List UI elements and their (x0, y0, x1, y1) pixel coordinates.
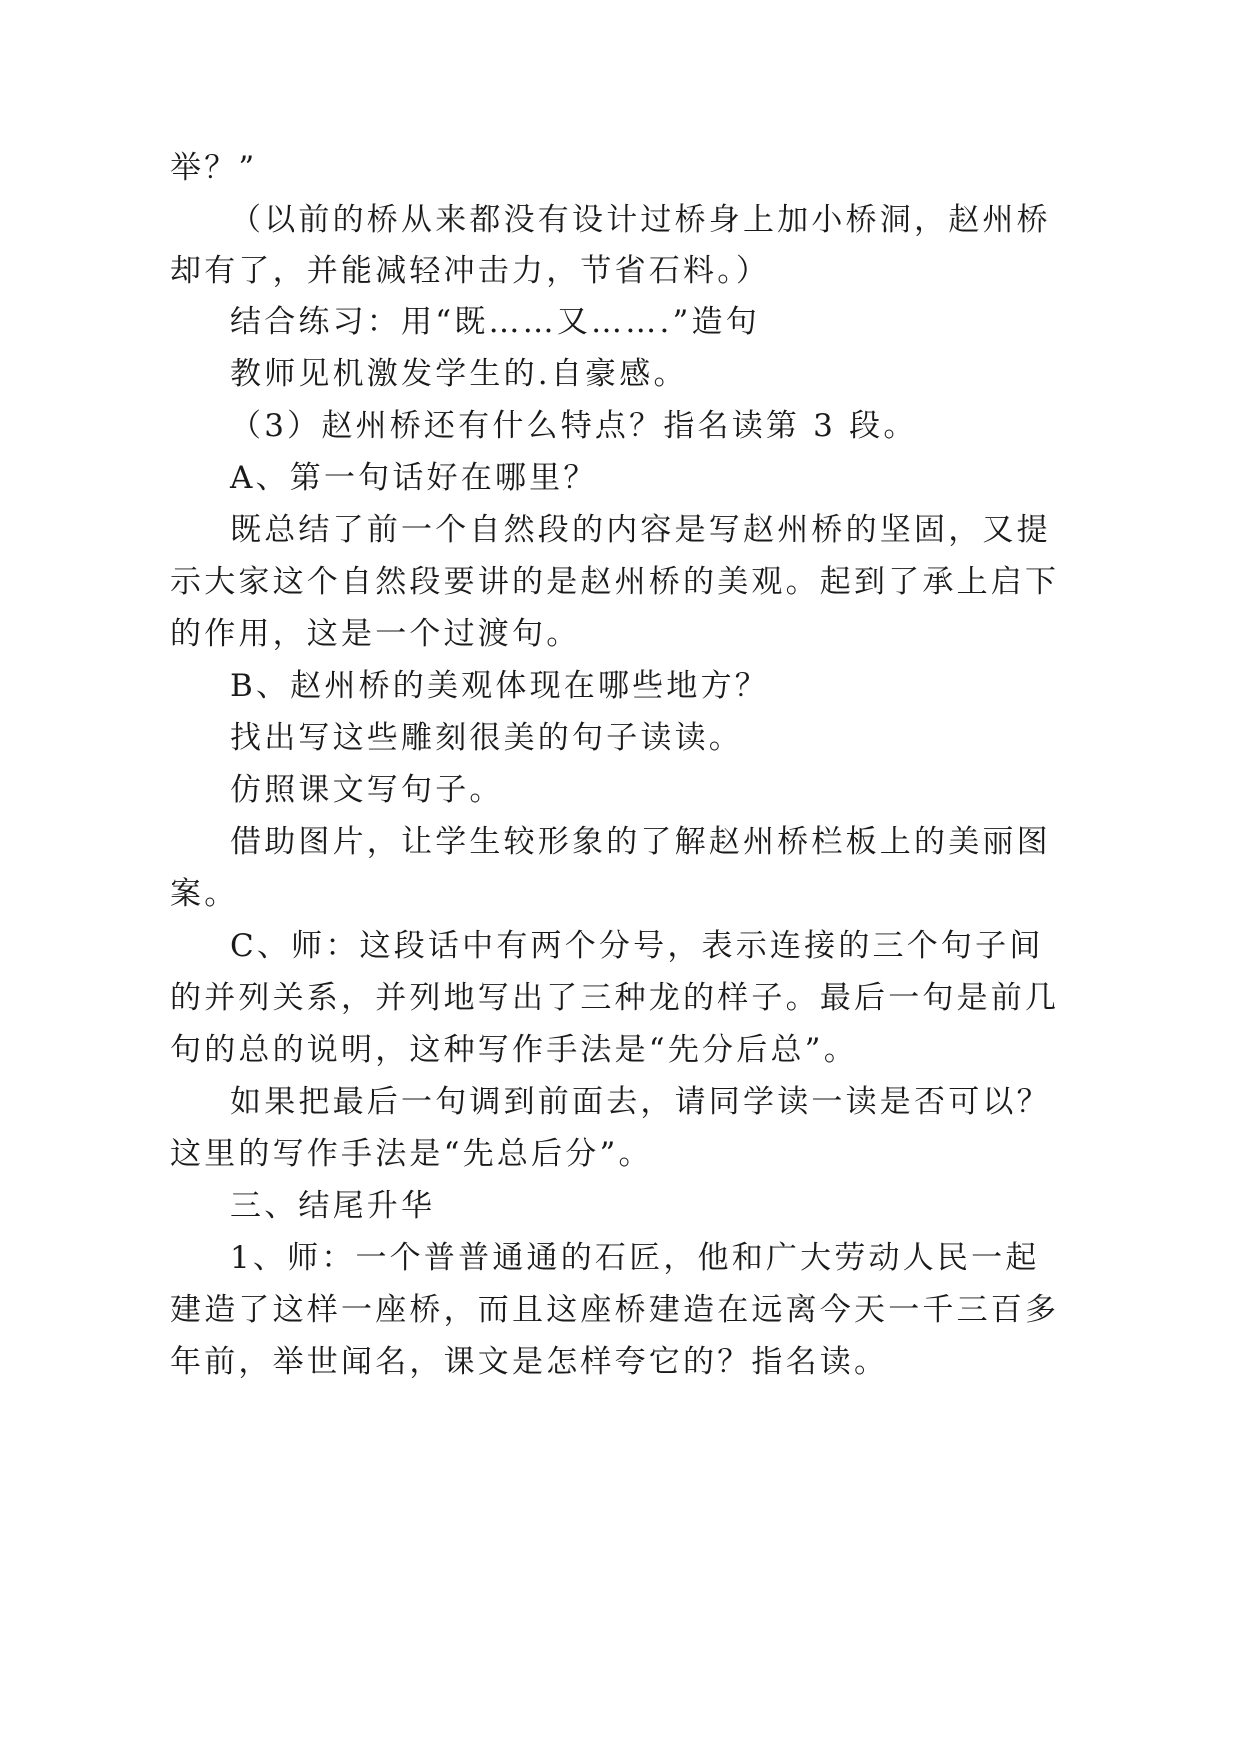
text-line-19: 如果把最后一句调到前面去，请同学读一读是否可以？ (230, 1084, 1051, 1120)
text-line-7: A、第一句话好在哪里？ (230, 460, 598, 496)
text-line-23: 建造了这样一座桥，而且这座桥建造在远离今天一千三百多 (170, 1292, 1060, 1328)
text-line-21: 三、结尾升华 (230, 1188, 436, 1224)
text-line-10: 的作用，这是一个过渡句。 (170, 616, 581, 652)
text-line-22: 1、师：一个普普通通的石匠，他和广大劳动人民一起 (230, 1240, 1040, 1276)
text-line-15: 案。 (170, 876, 239, 912)
text-line-4: 结合练习：用“既……又…….”造句 (230, 304, 760, 340)
text-line-18: 句的总的说明，这种写作手法是“先分后总”。 (170, 1032, 858, 1068)
text-line-13: 仿照课文写句子。 (230, 772, 504, 808)
text-line-5: 教师见机激发学生的.自豪感。 (230, 356, 688, 392)
text-line-24: 年前，举世闻名，课文是怎样夸它的？指名读。 (170, 1344, 889, 1380)
text-line-6: （3）赵州桥还有什么特点？指名读第 3 段。 (230, 408, 918, 444)
text-line-14: 借助图片，让学生较形象的了解赵州桥栏板上的美丽图 (230, 824, 1051, 860)
text-line-12: 找出写这些雕刻很美的句子读读。 (230, 720, 743, 756)
text-line-20: 这里的写作手法是“先总后分”。 (170, 1136, 653, 1172)
text-line-8: 既总结了前一个自然段的内容是写赵州桥的坚固，又提 (230, 512, 1051, 548)
text-line-1: 举？” (170, 150, 258, 186)
text-line-2: （以前的桥从来都没有设计过桥身上加小桥洞，赵州桥 (230, 202, 1051, 238)
text-line-9: 示大家这个自然段要讲的是赵州桥的美观。起到了承上启下 (170, 564, 1060, 600)
text-line-11: B、赵州桥的美观体现在哪些地方？ (230, 668, 769, 704)
text-line-3: 却有了，并能减轻冲击力，节省石料。） (170, 253, 771, 289)
text-line-17: 的并列关系，并列地写出了三种龙的样子。最后一句是前几 (170, 980, 1060, 1016)
text-line-16: C、师：这段话中有两个分号，表示连接的三个句子间 (230, 928, 1044, 964)
